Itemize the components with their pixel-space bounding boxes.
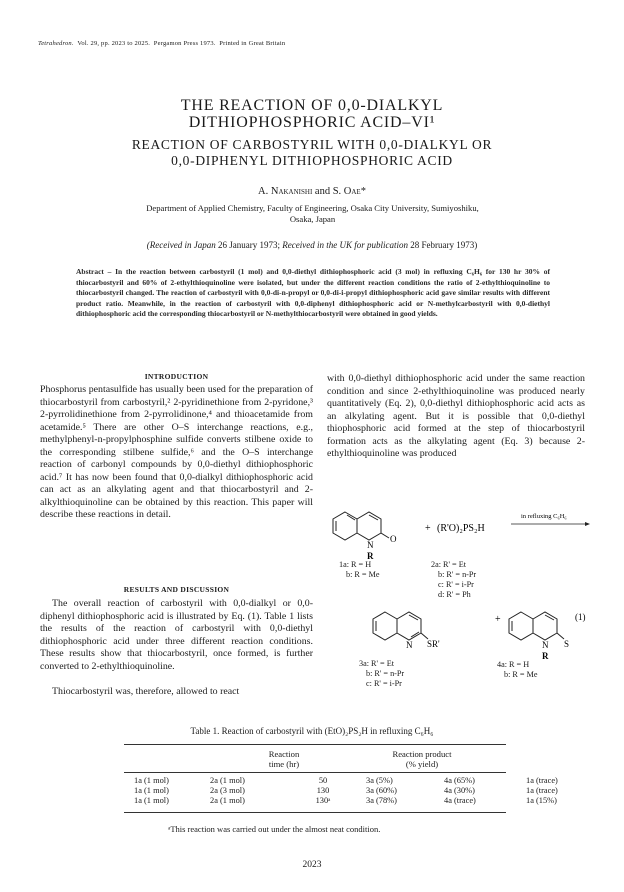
printed-in: Printed in Great Britain xyxy=(219,40,286,47)
label-2d: d: R' = Ph xyxy=(438,590,471,599)
subtitle-line-2: 0,0-DIPHENYL DITHIOPHOSPHORIC ACID xyxy=(171,153,453,168)
table-cell: 1a (1 mol) xyxy=(134,776,169,785)
introduction-text: Phosphorus pentasulfide has usually been used for the preparation of thiocarbostyril from carbostyril,² 2-pyridinethione from 2-pyridone,³ 2-pyrrolidinethione from 2-pyrrolidinone,⁴ and thioacetamide from acetamide.⁵ There are other O–S interchange reactions, e.g., methylphenyl-n-propylphosphine sulfide converts stilbene oxide to the corresponding stilbene sulfide,⁶ and the O–S interchange reaction of carbonyl compounds by 0,0-diethyl dithiophosphoric acid.⁷ It has now been found that 0,0-dialkyl dithiophosphoric acid can act as an alkylating agent and that thiocarbostyril and 2-alkylthioquinoline can be obtained by this reaction. This paper will describe these reactions in detail. xyxy=(40,384,313,520)
thioquinoline-sr: SR' xyxy=(427,639,440,649)
thiocarbostyril-s: S xyxy=(564,639,570,649)
carbostyril-r: R xyxy=(367,551,374,561)
abstract xyxy=(76,267,550,320)
subtitle-line-1: REACTION OF CARBOSTYRIL WITH 0,0-DIALKYL OR xyxy=(131,137,493,152)
table-header-product-2: (% yield) xyxy=(405,759,439,769)
author-2-name: Oae* xyxy=(343,186,366,197)
table-mid-rule xyxy=(124,772,506,773)
table-cell: 1a (trace) xyxy=(526,786,558,795)
received-mid: Received in the UK for publication xyxy=(282,240,408,250)
results-paragraph-2: Thiocarbostyril was, therefore, allowed to react xyxy=(52,686,240,697)
table-cell: 4a (30%) xyxy=(444,786,475,795)
journal-header xyxy=(38,40,285,47)
table-cell: 1a (1 mol) xyxy=(134,796,169,805)
table-cell: 50 xyxy=(318,776,328,785)
compound-3-labels xyxy=(359,659,404,689)
table-header-time-1: Reaction xyxy=(268,749,300,759)
label-3b: b: R' = n-Pr xyxy=(366,669,405,678)
compound-4-labels xyxy=(497,660,538,680)
table-cell: 1a (1 mol) xyxy=(134,786,169,795)
abstract-text: – In the reaction between carbostyril (1 mol) and 0,0-diethyl dithiophosphoric acid (3 mol) in refluxing C₆H₆ for 130 hr 30% of thiocarbostyril and 60% of 2-ethylthioquinoline were isolated, but under the different reaction conditions the ratio of 2-ethylthioquinoline to thiocarbostyril changed. The reaction of carbostyril with 0,0-di-n-propyl or 0,0-di-i-propyl dithiophosphoric acid gave similar results with different product ratio. Meanwhile, in the reaction of carbostyril with 0,0-diphenyl dithiophosphoric acid or N-methylcarbostyril with 0,0-diethyl dithiophosphoric acid the corresponding thiocarbostyril or N-methylthiocarbostyril were obtained in good yields. xyxy=(76,267,550,318)
results-paragraph-1: The overall reaction of carbostyril with 0,0-dialkyl or 0,0-diphenyl dithiophosphoric acid is illustrated by Eq. (1). Table 1 lists the results of the reaction of carbostyril with 0,0-diethyl dithiophosphoric acid under three different reaction conditions. These results show that thiocarbostyril, once formed, is further converted to 2-ethylthioquinoline. xyxy=(40,598,313,672)
compound-1-labels xyxy=(339,560,380,580)
label-4b: b: R = Me xyxy=(504,670,538,679)
table-header-time xyxy=(248,749,320,769)
introduction-heading: INTRODUCTION xyxy=(144,372,209,381)
results-heading: RESULTS AND DISCUSSION xyxy=(123,585,230,594)
abstract-label: Abstract xyxy=(76,267,104,276)
carbostyril-o: O xyxy=(390,534,397,544)
publisher: Pergamon Press 1973. xyxy=(153,40,216,47)
label-1a: 1a: R = H xyxy=(339,560,372,569)
journal-name: Tetrahedron. xyxy=(38,40,74,47)
compound-2-labels xyxy=(431,560,476,600)
affiliation-line-1: Department of Applied Chemistry, Faculty of Engineering, Osaka City University, Sumiyoshiku, xyxy=(146,203,479,213)
label-2c: c: R' = i-Pr xyxy=(438,580,474,589)
received-date-1: 26 January 1973; xyxy=(218,240,280,250)
table-footnote: ᵃThis reaction was carried out under the almost neat condition. xyxy=(168,824,381,834)
received-date-2: 28 February 1973) xyxy=(410,240,478,250)
plus-sign-1: + xyxy=(425,523,431,534)
thiocarbostyril-r: R xyxy=(542,651,549,661)
title-line-2: DITHIOPHOSPHORIC ACID–VI¹ xyxy=(188,114,436,131)
table-header-product xyxy=(352,749,492,769)
table-cell: 1a (15%) xyxy=(526,796,557,805)
affiliation-line-2: Osaka, Japan xyxy=(289,214,336,224)
thiocarbostyril-structure xyxy=(509,612,564,640)
table-top-rule xyxy=(124,744,506,745)
table-row xyxy=(128,776,592,786)
results-table-body xyxy=(128,776,592,806)
label-2a: 2a: R' = Et xyxy=(431,560,466,569)
thiocarbostyril-n: N xyxy=(542,640,549,650)
label-1b: b: R = Me xyxy=(346,570,380,579)
page-number: 2023 xyxy=(302,860,322,870)
table-bottom-rule xyxy=(124,812,506,813)
table-header-time-2: time (hr) xyxy=(268,759,300,769)
carbostyril-n: N xyxy=(367,540,374,550)
table-cell: 3a (60%) xyxy=(366,786,397,795)
table-caption: Table 1. Reaction of carbostyril with (EtO)₂PS₂H in refluxing C₆H₆ xyxy=(190,726,434,736)
right-column-text: with 0,0-diethyl dithiophosphoric acid under the same reaction condition and since 2-ethylthioquinoline was produced nearly quantitatively (Eq. 2), 0,0-diethyl dithiophosphoric acid acts as an alkylating agent. But it is possible that 0,0-diethyl thiophosphoric acid formed at the step of thiocarbostyril formation acts as the alkylating agent (Eq. 3) because 2-ethylthioquinoline was produced xyxy=(327,373,585,459)
author-1-name: Nakanishi xyxy=(270,186,313,197)
table-cell: 3a (5%) xyxy=(366,776,393,785)
affiliation xyxy=(90,203,535,225)
carbostyril-structure xyxy=(333,512,389,540)
journal-volume: Vol. 29, pp. 2023 to 2025. xyxy=(77,40,151,47)
table-cell: 2a (3 mol) xyxy=(210,786,245,795)
author-1-initial: A. xyxy=(258,186,269,197)
authors xyxy=(0,186,624,197)
table-cell: 4a (65%) xyxy=(444,776,475,785)
table-row xyxy=(128,786,592,796)
received-prefix: (Received in Japan xyxy=(146,240,216,250)
equation-number: (1) xyxy=(575,612,586,622)
table-cell: 130 xyxy=(316,786,330,795)
table-cell: 2a (1 mol) xyxy=(210,796,245,805)
thioquinoline-structure xyxy=(373,612,428,640)
reaction-arrowhead xyxy=(585,522,590,526)
table-cell: 3a (78%) xyxy=(366,796,397,805)
author-2-initial: S. xyxy=(332,186,342,197)
title-line-1: THE REACTION OF 0,0-DIALKYL xyxy=(180,97,444,114)
table-cell: 1a (trace) xyxy=(526,776,558,785)
table-cell: 4a (trace) xyxy=(444,796,476,805)
label-3a: 3a: R' = Et xyxy=(359,659,394,668)
reaction-condition: in refluxing C₆H₆ xyxy=(521,513,567,520)
label-3c: c: R' = i-Pr xyxy=(366,679,402,688)
author-conjunction: and xyxy=(314,186,331,197)
received-dates xyxy=(0,240,624,250)
table-header-product-1: Reaction product xyxy=(392,749,452,759)
label-4a: 4a: R = H xyxy=(497,660,530,669)
reagent-formula: (R'O)₂PS₂H xyxy=(437,523,485,534)
table-row xyxy=(128,796,592,806)
plus-sign-2: + xyxy=(495,614,501,625)
results-table xyxy=(128,776,592,806)
thioquinoline-n: N xyxy=(406,640,413,650)
table-cell: 130ᵃ xyxy=(315,796,331,805)
table-cell: 2a (1 mol) xyxy=(210,776,245,785)
label-2b: b: R' = n-Pr xyxy=(438,570,477,579)
